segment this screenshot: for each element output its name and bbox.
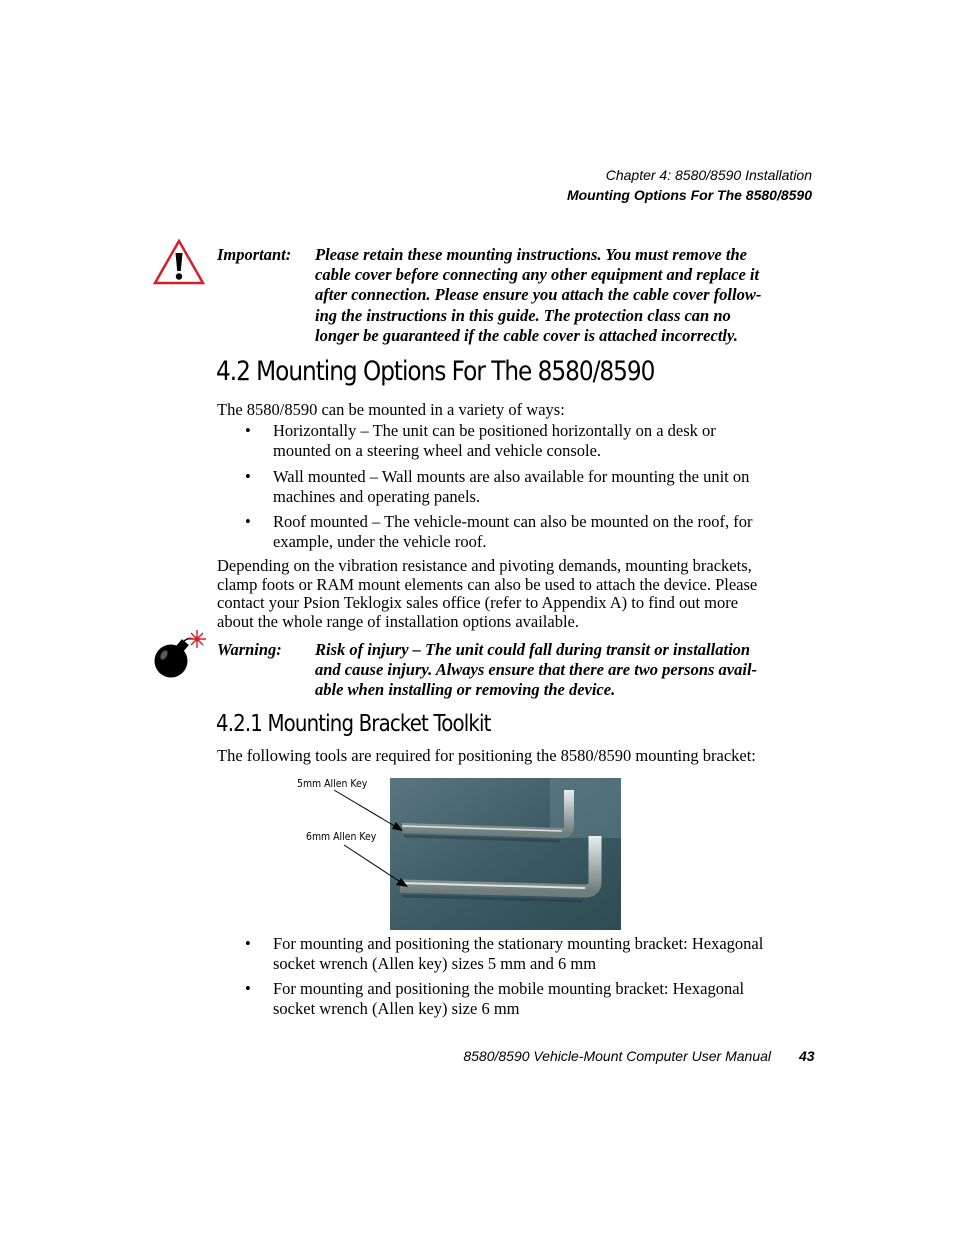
important-line: cable cover before connecting any other equipment and replace it (315, 265, 760, 285)
bullet-marker: • (245, 512, 251, 531)
bullet-stationary-bracket (273, 934, 778, 974)
important-line: after connection. Please ensure you attach the cable cover follow- (315, 285, 762, 305)
bullet-line: machines and operating panels. (273, 487, 481, 507)
mounting-paragraph (217, 557, 777, 631)
paragraph-line: about the whole range of installation options available. (217, 611, 579, 631)
arrowhead-6mm (396, 878, 408, 887)
bullet-line: example, under the vehicle roof. (273, 532, 487, 552)
callout-5mm-allen-key: 5mm Allen Key (297, 777, 368, 790)
bullet-line: socket wrench (Allen key) sizes 5 mm and 6 mm (273, 954, 597, 974)
running-header-chapter: Chapter 4: 8580/8590 Installation (605, 167, 812, 183)
page-number: 43 (799, 1048, 815, 1064)
bullet-line: mounted on a steering wheel and vehicle console. (273, 441, 602, 461)
warning-text (315, 640, 790, 701)
arrowhead-5mm (392, 822, 403, 831)
allen-keys-photo (390, 778, 621, 930)
bullet-marker: • (245, 421, 251, 440)
bullet-line: Horizontally – The unit can be positioned horizontally on a desk or (273, 421, 716, 440)
important-line: ing the instructions in this guide. The protection class can no (315, 305, 731, 325)
running-header-section: Mounting Options For The 8580/8590 (566, 187, 812, 203)
important-text (315, 245, 790, 346)
section-heading-4-2: 4.2 Mounting Options For The 8580/8590 (216, 356, 655, 387)
bullet-line: For mounting and positioning the stationary mounting bracket: Hexagonal (273, 934, 764, 953)
bullet-marker: • (245, 934, 251, 953)
bullet-line: Wall mounted – Wall mounts are also available for mounting the unit on (273, 467, 750, 486)
section-heading-4-2-1: 4.2.1 Mounting Bracket Toolkit (216, 711, 491, 737)
callout-leader-lines (330, 785, 420, 895)
bullet-line: socket wrench (Allen key) size 6 mm (273, 999, 520, 1019)
important-line: longer be guaranteed if the cable cover is attached incorrectly. (315, 325, 738, 345)
bullet-line: For mounting and positioning the mobile mounting bracket: Hexagonal (273, 979, 745, 998)
paragraph-line: Depending on the vibration resistance and pivoting demands, mounting brackets, (217, 556, 752, 575)
bullet-wall-mounted (273, 467, 778, 507)
warning-line: Risk of injury – The unit could fall during transit or installation (315, 640, 751, 659)
section-intro: The 8580/8590 can be mounted in a variety of ways: (217, 400, 565, 419)
bullet-marker: • (245, 979, 251, 998)
bullet-mobile-bracket (273, 979, 778, 1019)
warning-line: and cause injury. Always ensure that there are two persons avail- (315, 660, 758, 680)
important-label: Important: (217, 245, 292, 264)
bullet-line: Roof mounted – The vehicle-mount can also be mounted on the roof, for (273, 512, 753, 531)
important-line: Please retain these mounting instructions. You must remove the (315, 245, 747, 264)
footer-manual-title: 8580/8590 Vehicle-Mount Computer User Manual (463, 1048, 771, 1064)
warning-label: Warning: (217, 640, 282, 659)
warning-line: able when installing or removing the device. (315, 680, 616, 700)
callout-6mm-allen-key: 6mm Allen Key (306, 830, 377, 843)
bomb-icon (151, 628, 209, 680)
bullet-horizontally (273, 421, 778, 461)
toolkit-intro: The following tools are required for positioning the 8580/8590 mounting bracket: (217, 746, 756, 765)
bullet-roof-mounted (273, 512, 778, 552)
warning-triangle-icon (153, 239, 205, 285)
paragraph-line: clamp foots or RAM mount elements can also be used to attach the device. Please (217, 574, 758, 594)
paragraph-line: contact your Psion Teklogix sales office (refer to Appendix A) to find out more (217, 593, 739, 613)
bullet-marker: • (245, 467, 251, 486)
